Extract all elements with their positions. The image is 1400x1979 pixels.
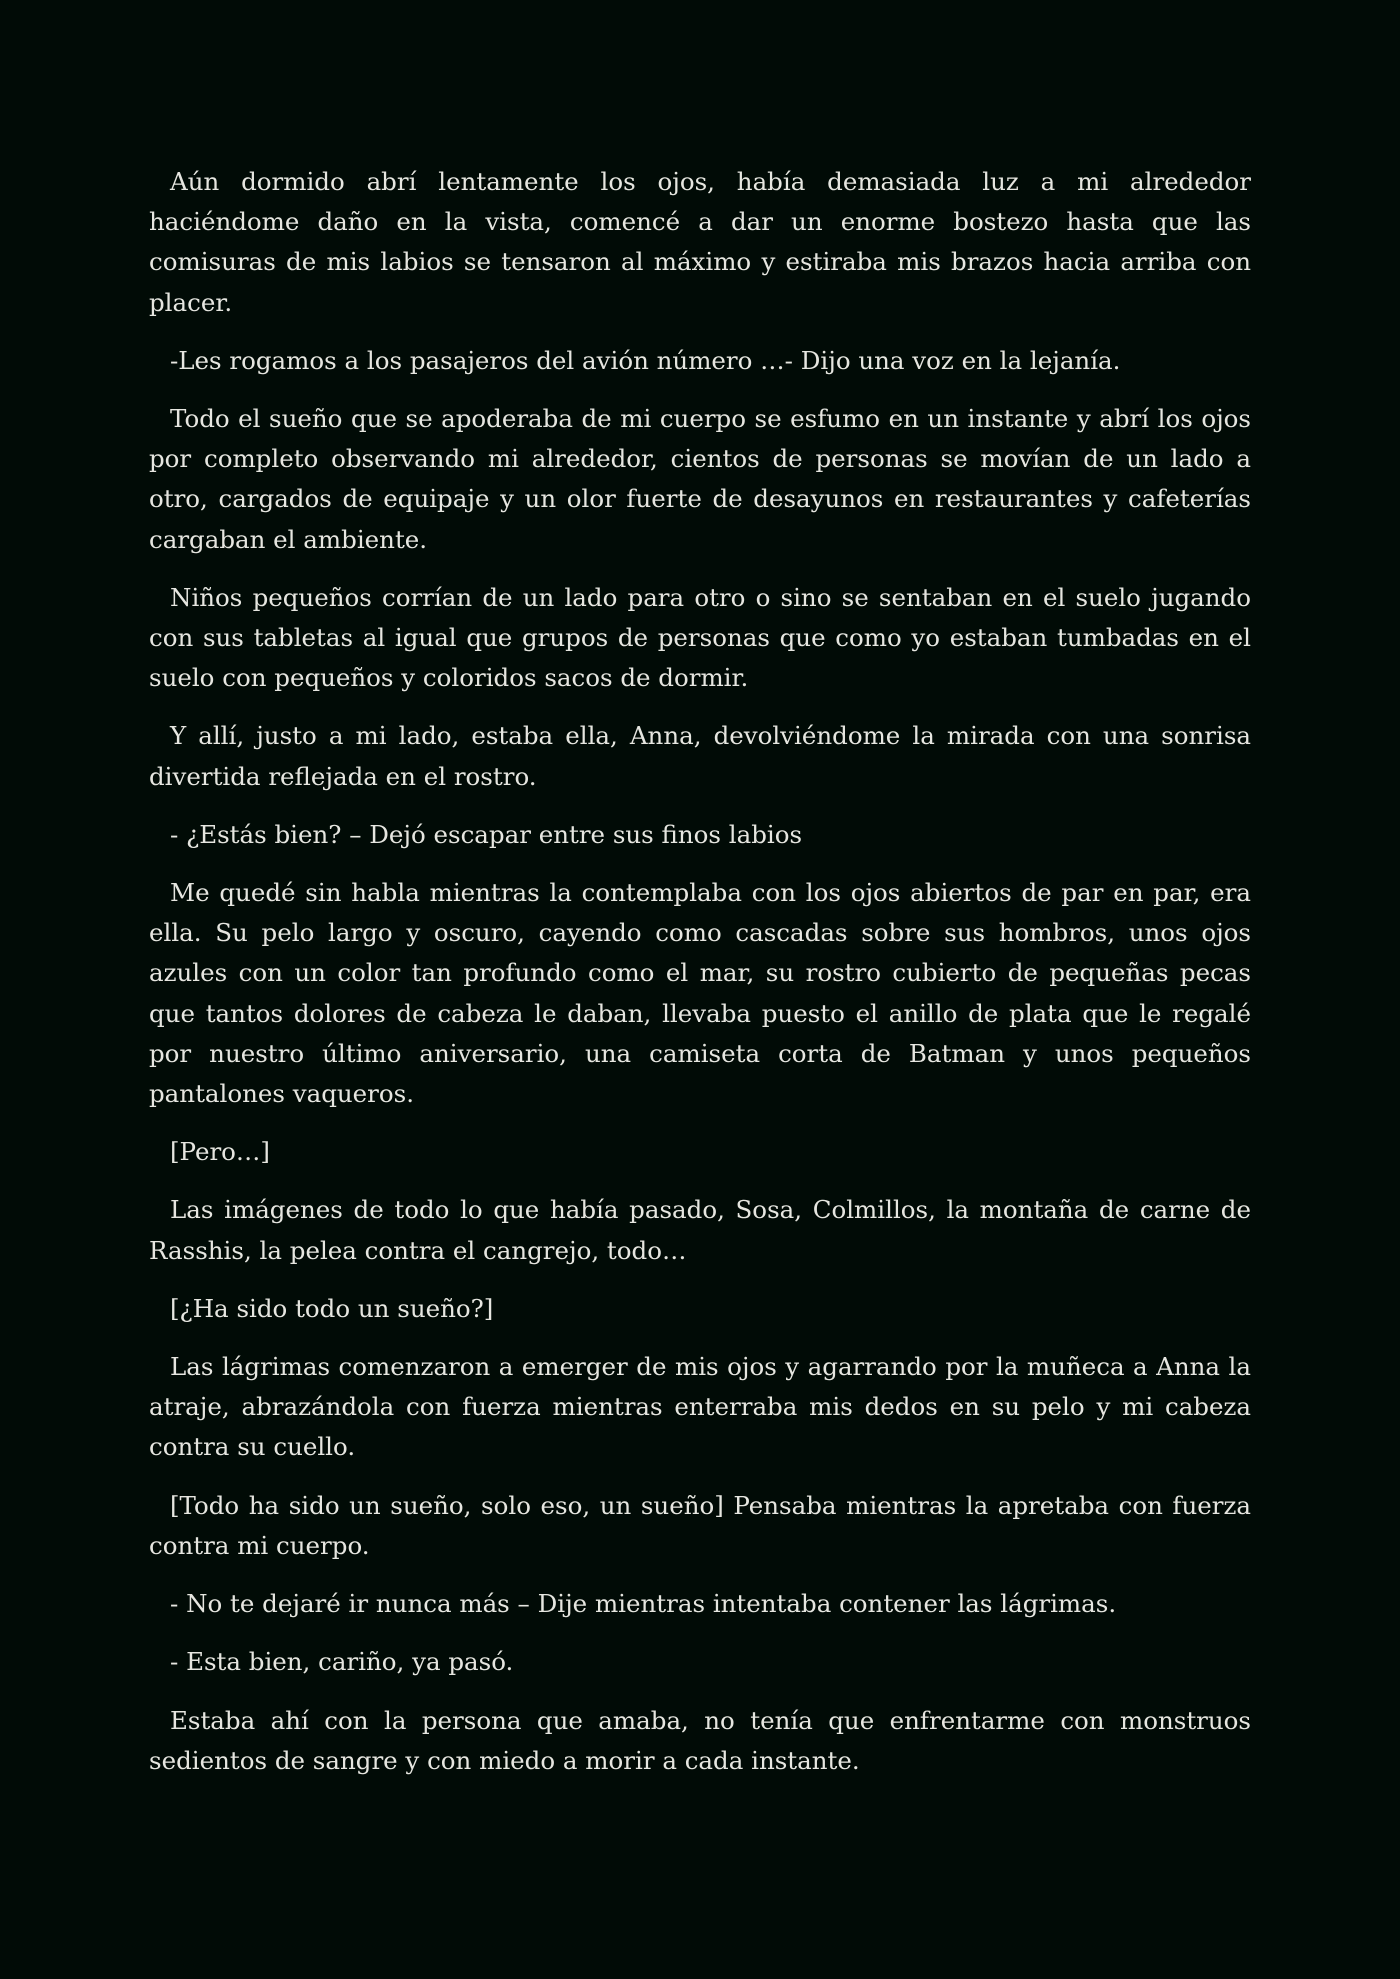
- paragraph-12: [Todo ha sido un sueño, solo eso, un sueño] Pensaba mientras la apretaba con fuerza contra mi cuerpo.: [149, 1490, 1251, 1560]
- paragraph-4: Niños pequeños corrían de un lado para otro o sino se sentaban en el suelo jugando con sus tabletas al igual que grupos de personas que como yo estaban tumbadas en el suelo con pequeños y coloridos sacos de dormir.: [149, 582, 1251, 693]
- paragraph-10: [¿Ha sido todo un sueño?]: [170, 1293, 494, 1323]
- paragraph-15: Estaba ahí con la persona que amaba, no tenía que enfrentarme con monstruos sedientos de sangre y con miedo a morir a cada instante.: [149, 1705, 1251, 1775]
- paragraph-13: - No te dejaré ir nunca más – Dije mientras intentaba contener las lágrimas.: [170, 1589, 1117, 1619]
- paragraph-9: Las imágenes de todo lo que había pasado, Sosa, Colmillos, la montaña de carne de Rasshis, la pelea contra el cangrejo, todo…: [149, 1195, 1251, 1265]
- paragraph-3: Todo el sueño que se apoderaba de mi cuerpo se esfumo en un instante y abrí los ojos por completo observando mi alrededor, cientos de personas se movían de un lado a otro, cargados de equipaje y un olor fuerte de desayunos en restaurantes y cafeterías cargaban el ambiente.: [149, 404, 1251, 554]
- paragraph-7: Me quedé sin habla mientras la contemplaba con los ojos abiertos de par en par, era ella. Su pelo largo y oscuro, cayendo como cascadas sobre sus hombros, unos ojos azules con un color tan profundo como el mar, su rostro cubierto de pequeñas pecas que tantos dolores de cabeza le daban, llevaba puesto el anillo de plata que le regalé por nuestro último aniversario, una camiseta corta de Batman y unos pequeños pantalones vaqueros.: [149, 878, 1251, 1109]
- paragraph-2: -Les rogamos a los pasajeros del avión número …- Dijo una voz en la lejanía.: [170, 345, 1121, 375]
- paragraph-5: Y allí, justo a mi lado, estaba ella, Anna, devolviéndome la mirada con una sonrisa divertida reflejada en el rostro.: [149, 721, 1251, 791]
- paragraph-1: Aún dormido abrí lentamente los ojos, había demasiada luz a mi alrededor haciéndome daño en la vista, comencé a dar un enorme bostezo hasta que las comisuras de mis labios se tensaron al máximo y estiraba mis brazos hacia arriba con placer.: [149, 167, 1251, 317]
- paragraph-14: - Esta bien, cariño, ya pasó.: [170, 1647, 514, 1677]
- paragraph-11: Las lágrimas comenzaron a emerger de mis ojos y agarrando por la muñeca a Anna la atraje, abrazándola con fuerza mientras enterraba mis dedos en su pelo y mi cabeza contra su cuello.: [149, 1352, 1251, 1462]
- paragraph-8: [Pero…]: [170, 1137, 270, 1167]
- paragraph-6: - ¿Estás bien? – Dejó escapar entre sus finos labios: [170, 819, 803, 849]
